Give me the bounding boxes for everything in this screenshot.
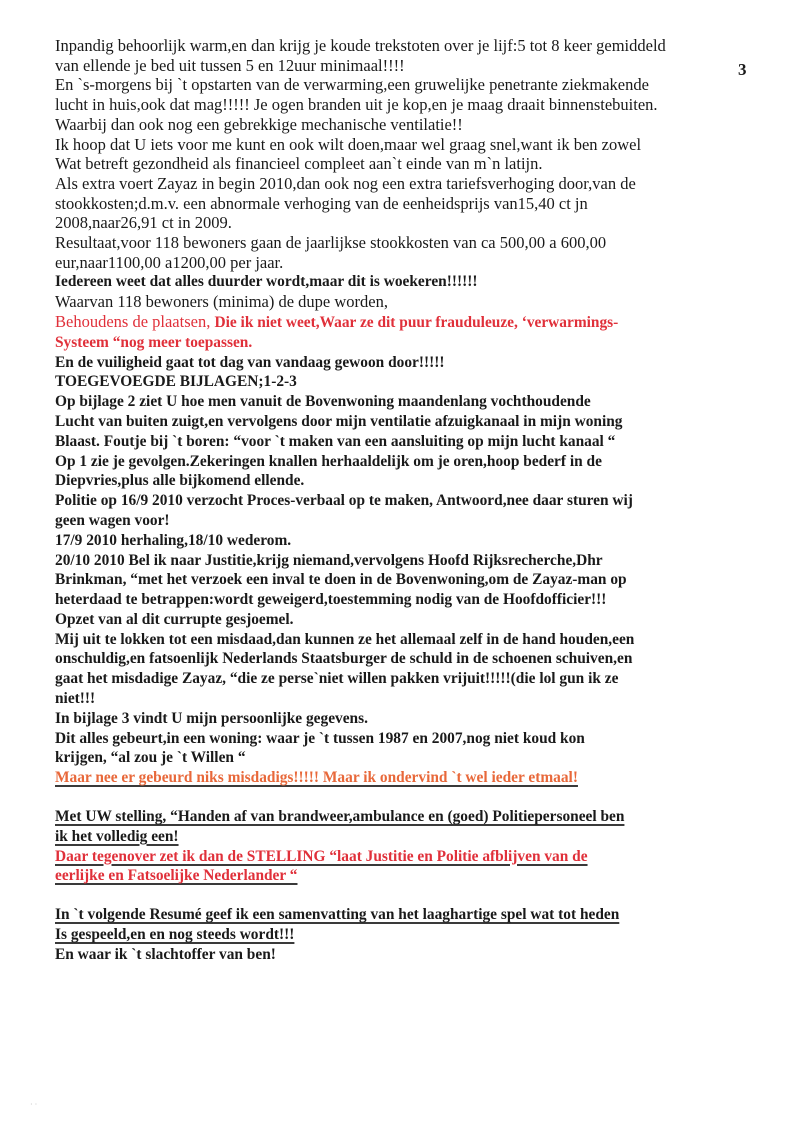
text-line-bold: Blaast. Foutje bij `t boren: “voor `t maken van een aansluiting op mijn lucht kanaal “	[55, 432, 616, 450]
spacer	[55, 886, 755, 905]
text-line-bold: heterdaad te betrappen:wordt geweigerd,toestemming nodig van de Hoofdofficier!!!	[55, 591, 607, 609]
text-line-underlined: In `t volgende Resumé geef ik een samenvatting van het laaghartige spel wat tot heden	[55, 906, 620, 924]
page-number: 3	[738, 60, 747, 79]
text-line-bold: Op bijlage 2 ziet U hoe men vanuit de Bovenwoning maandenlang vochthoudende	[55, 393, 591, 411]
text-line-bold: Iedereen weet dat alles duurder wordt,maar dit is woekeren!!!!!!	[55, 273, 478, 291]
text-line-bold: Mij uit te lokken tot een misdaad,dan kunnen ze het allemaal zelf in de hand houden,een	[55, 630, 635, 648]
scan-speck: · ·	[30, 1100, 38, 1109]
text-line-red-underlined: Daar tegenover zet ik dan de STELLING “laat Justitie en Politie afblijven van de	[55, 847, 588, 865]
text-line-red-bold: Systeem “nog meer toepassen.	[55, 333, 253, 351]
text-line-bold: Brinkman, “met het verzoek een inval te doen in de Bovenwoning,om de Zayaz-man op	[55, 571, 627, 589]
text-line: Wat betreft gezondheid als financieel compleet aan`t einde van m`n latijn.	[55, 154, 543, 174]
text-line: van ellende je bed uit tussen 5 en 12uur minimaal!!!!	[55, 55, 405, 75]
text-segment-bold: Die ik niet weet,Waar ze dit puur frauduleuze, ‘verwarmings-	[214, 313, 619, 331]
text-line: Inpandig behoorlijk warm,en dan krijg je koude trekstoten over je lijf:5 tot 8 keer gemiddeld	[55, 36, 666, 55]
text-line: Als extra voert Zayaz in begin 2010,dan ook nog een extra tariefsverhoging door,van de	[55, 173, 636, 193]
text-line-underlined: ik het volledig een!	[55, 827, 179, 845]
text-line-bold: Op 1 zie je gevolgen.Zekeringen knallen herhaaldelijk om je oren,hoop bederf in de	[55, 452, 602, 470]
text-line: eur,naar1100,00 a1200,00 per jaar.	[55, 252, 284, 272]
text-line-underlined: Met UW stelling, “Handen af van brandweer,ambulance en (goed) Politiepersoneel ben	[55, 808, 625, 826]
text-line-bold: krijgen, “al zou je `t Willen “	[55, 749, 246, 767]
text-line-bold: Dit alles gebeurt,in een woning: waar je `t tussen 1987 en 2007,nog niet koud kon	[55, 729, 585, 747]
text-line-bold: En de vuiligheid gaat tot dag van vandaag gewoon door!!!!!	[55, 353, 445, 371]
text-line-bold: niet!!!	[55, 690, 96, 708]
text-line: stookkosten;d.m.v. een abnormale verhoging van de eenheidsprijs van15,40 ct jn	[55, 193, 588, 213]
text-line: lucht in huis,ook dat mag!!!!! Je ogen branden uit je kop,en je maag draait binnenstebuiten.	[55, 95, 658, 115]
spacer	[55, 788, 755, 807]
text-line-bold: Politie op 16/9 2010 verzocht Proces-verbaal op te maken, Antwoord,nee daar sturen wij	[55, 492, 633, 510]
text-line: En `s-morgens bij `t opstarten van de verwarming,een gruwelijke penetrante ziekmakende	[55, 75, 649, 95]
text-line-bold: 20/10 2010 Bel ik naar Justitie,krijg niemand,vervolgens Hoofd Rijksrecherche,Dhr	[55, 551, 603, 569]
text-line-bold: Opzet van al dit currupte gesjoemel.	[55, 610, 294, 628]
text-line-bold: Lucht van buiten zuigt,en vervolgens door mijn ventilatie afzuigkanaal in mijn woning	[55, 412, 623, 430]
text-line-bold: Diepvries,plus alle bijkomend ellende.	[55, 472, 305, 490]
text-line-bold: 17/9 2010 herhaling,18/10 wederom.	[55, 531, 292, 549]
text-line: 2008,naar26,91 ct in 2009.	[55, 213, 232, 233]
text-line-bold: geen wagen voor!	[55, 511, 170, 529]
text-segment: Behoudens de plaatsen,	[55, 311, 215, 331]
text-line: Ik hoop dat U iets voor me kunt en ook wilt doen,maar wel graag snel,want ik ben zowel	[55, 134, 642, 154]
text-line: Resultaat,voor 118 bewoners gaan de jaarlijkse stookkosten van ca 500,00 a 600,00	[55, 233, 607, 253]
text-line-bold: onschuldig,en fatsoenlijk Nederlands Staatsburger de schuld in de schoenen schuiven,en	[55, 650, 633, 668]
section-heading: TOEGEVOEGDE BIJLAGEN;1-2-3	[55, 373, 297, 391]
text-line-orange-underlined: Maar nee er gebeurd niks misdadigs!!!!! Maar ik ondervind `t wel ieder etmaal!	[55, 769, 578, 787]
letter-body	[55, 36, 755, 965]
text-line-bold: In bijlage 3 vindt U mijn persoonlijke gegevens.	[55, 709, 368, 727]
text-line: Waarvan 118 bewoners (minima) de dupe worden,	[55, 292, 388, 312]
text-line-bold: En waar ik `t slachtoffer van ben!	[55, 945, 276, 963]
text-line-underlined: Is gespeeld,en en nog steeds wordt!!!	[55, 926, 295, 944]
text-line-red-underlined: eerlijke en Fatsoelijke Nederlander “	[55, 867, 298, 885]
text-line-red	[55, 312, 755, 333]
text-line: Waarbij dan ook nog een gebrekkige mechanische ventilatie!!	[55, 114, 463, 134]
text-line-bold: gaat het misdadige Zayaz, “die ze perse`niet willen pakken vrijuit!!!!!(die lol gun ik ze	[55, 670, 619, 688]
